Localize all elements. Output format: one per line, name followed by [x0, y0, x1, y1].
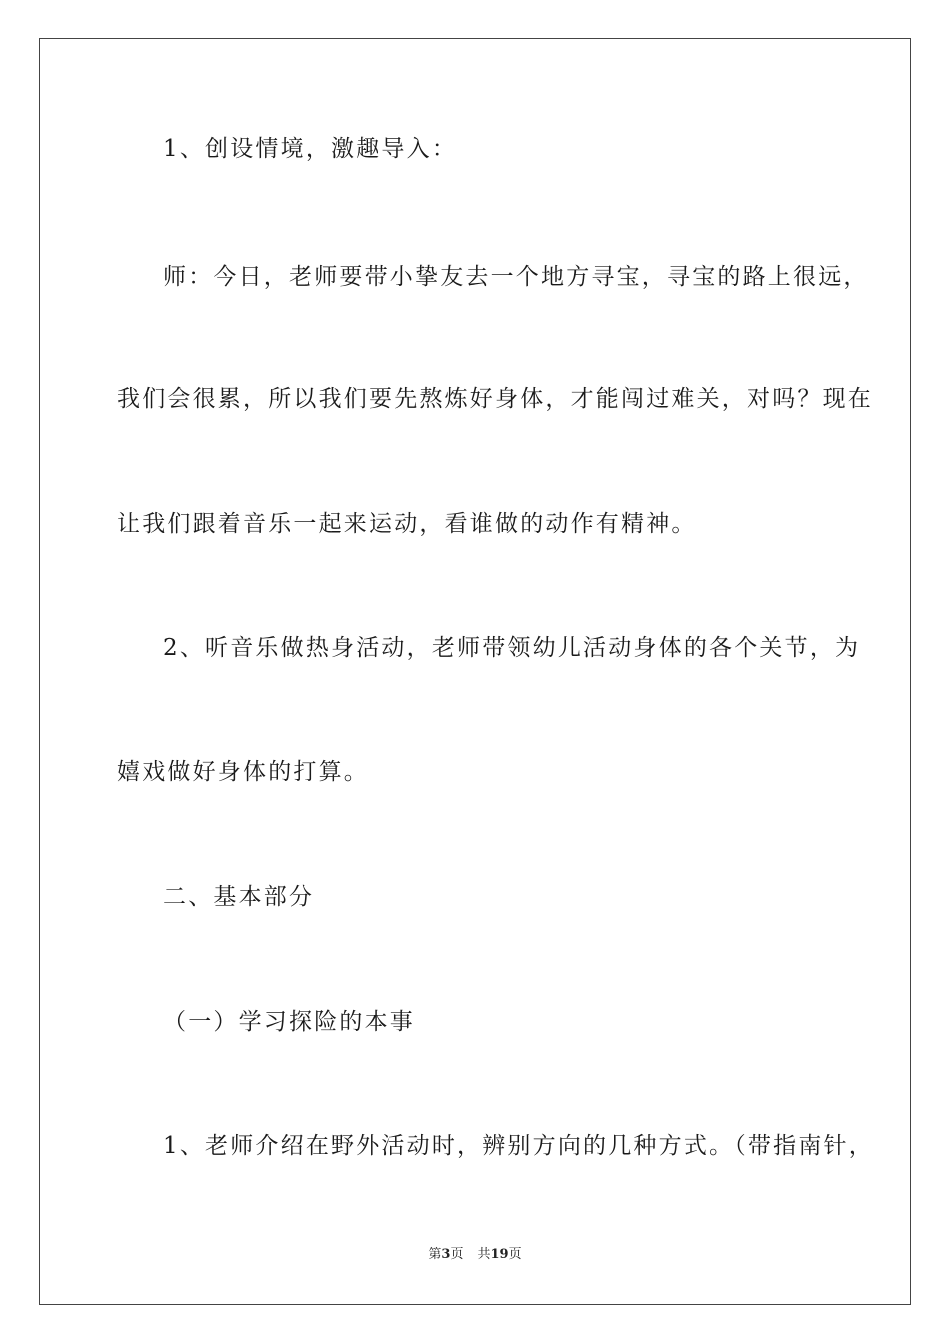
total-prefix: 共 [477, 1247, 491, 1262]
page-prefix: 第 [428, 1247, 442, 1262]
section-heading: 二、基本部分 [163, 884, 315, 910]
total-pages: 19 [490, 1247, 509, 1262]
paragraph-line: 嬉戏做好身体的打算。 [117, 759, 369, 785]
paragraph-line: 师：今日，老师要带小挚友去一个地方寻宝，寻宝的路上很远， [163, 264, 869, 290]
paragraph-line: 让我们跟着音乐一起来运动，看谁做的动作有精神。 [117, 511, 697, 537]
paragraph-line: 1、老师介绍在野外活动时，辨别方向的几种方式。（带指南针， [163, 1133, 874, 1159]
page-number: 3 [441, 1247, 451, 1262]
paragraph-line: 我们会很累，所以我们要先熬炼好身体，才能闯过难关，对吗？现在 [117, 386, 873, 412]
paragraph-line: 1、创设情境，激趣导入： [163, 136, 458, 162]
paragraph-line: 2、听音乐做热身活动，老师带领幼儿活动身体的各个关节，为 [163, 635, 861, 661]
page-footer [0, 1246, 950, 1264]
total-suffix: 页 [508, 1247, 522, 1262]
subsection-heading: （一）学习探险的本事 [163, 1009, 415, 1035]
page-suffix: 页 [450, 1247, 464, 1262]
page-border [39, 38, 911, 1305]
